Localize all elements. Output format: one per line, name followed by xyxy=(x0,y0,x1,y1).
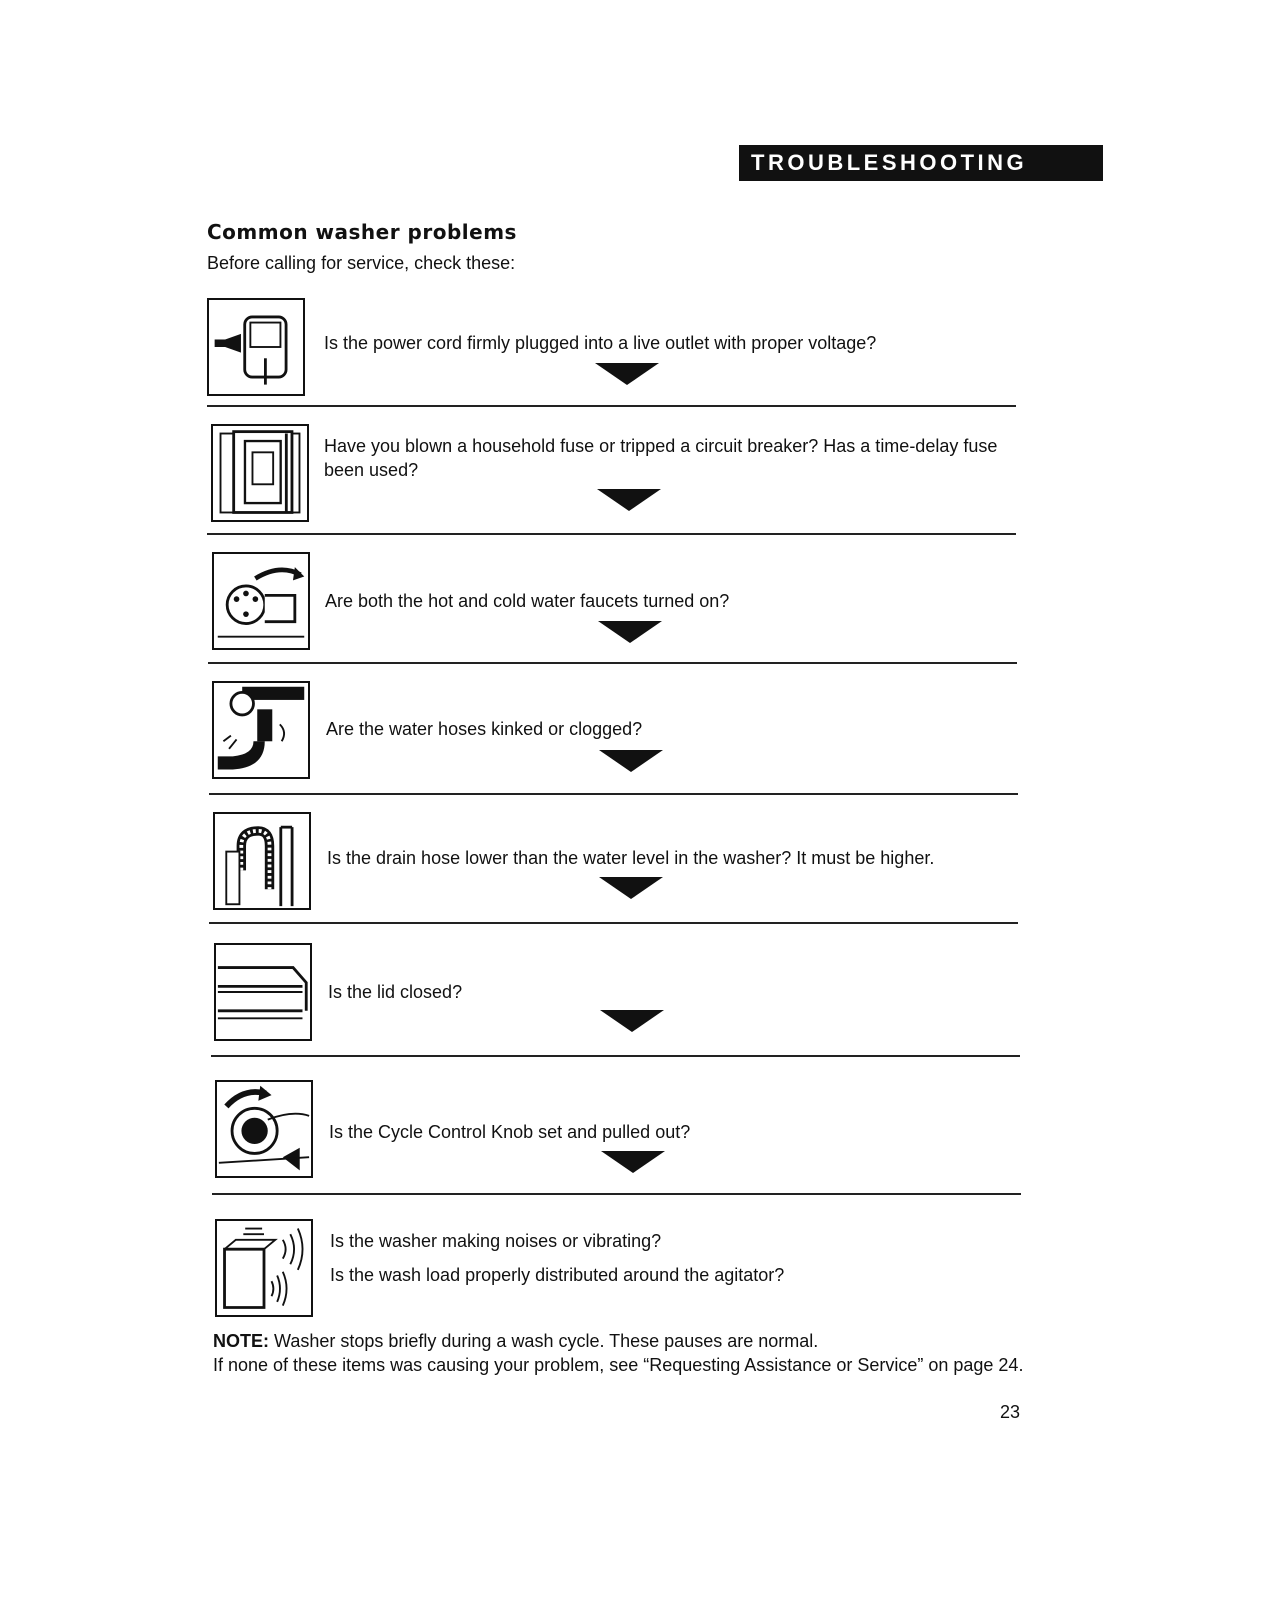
down-arrow-icon xyxy=(599,877,663,899)
down-arrow-icon xyxy=(595,363,659,385)
question-water-hoses: Are the water hoses kinked or clogged? xyxy=(326,719,643,739)
down-arrow-icon xyxy=(600,1010,664,1032)
divider xyxy=(207,533,1016,535)
note-followup: If none of these items was causing your problem, see “Requesting Assistance or Service” on page 24. xyxy=(213,1355,1024,1375)
question-lid: Is the lid closed? xyxy=(328,982,463,1002)
page-number: 23 xyxy=(1000,1402,1021,1422)
fuse-box-icon xyxy=(211,424,309,522)
section-banner: TROUBLESHOOTING xyxy=(739,145,1103,181)
intro-text: Before calling for service, check these: xyxy=(207,253,516,273)
note-label: NOTE: xyxy=(213,1331,269,1351)
question-power-cord: Is the power cord firmly plugged into a live outlet with proper voltage? xyxy=(324,333,877,353)
cycle-knob-icon xyxy=(215,1080,313,1178)
note-text: Washer stops briefly during a wash cycle. These pauses are normal. xyxy=(269,1331,819,1351)
down-arrow-icon xyxy=(598,621,662,643)
divider xyxy=(211,1055,1020,1057)
divider xyxy=(208,662,1017,664)
note-line xyxy=(213,1329,1033,1353)
question-water-faucets: Are both the hot and cold water faucets turned on? xyxy=(325,591,730,611)
question-fuse-breaker: Have you blown a household fuse or tripped a circuit breaker? Has a time-delay fuse been used? xyxy=(324,436,998,480)
divider xyxy=(209,793,1018,795)
divider xyxy=(209,922,1018,924)
question-noise-vibration: Is the washer making noises or vibrating? xyxy=(330,1231,662,1251)
divider xyxy=(212,1193,1021,1195)
washer-lid-icon xyxy=(214,943,312,1041)
water-hose-icon xyxy=(212,681,310,779)
down-arrow-icon xyxy=(601,1151,665,1173)
question-cycle-knob: Is the Cycle Control Knob set and pulled out? xyxy=(329,1122,691,1142)
power-plug-icon xyxy=(207,298,305,396)
drain-hose-icon xyxy=(213,812,311,910)
page-heading: Common washer problems xyxy=(207,220,517,244)
question-load-distribution: Is the wash load properly distributed around the agitator? xyxy=(330,1265,785,1285)
down-arrow-icon xyxy=(599,750,663,772)
note-paragraph xyxy=(213,1329,1033,1377)
vibrating-washer-icon xyxy=(215,1219,313,1317)
down-arrow-icon xyxy=(597,489,661,511)
water-faucet-icon xyxy=(212,552,310,650)
divider xyxy=(207,405,1016,407)
question-drain-hose: Is the drain hose lower than the water level in the washer? It must be higher. xyxy=(327,848,935,868)
